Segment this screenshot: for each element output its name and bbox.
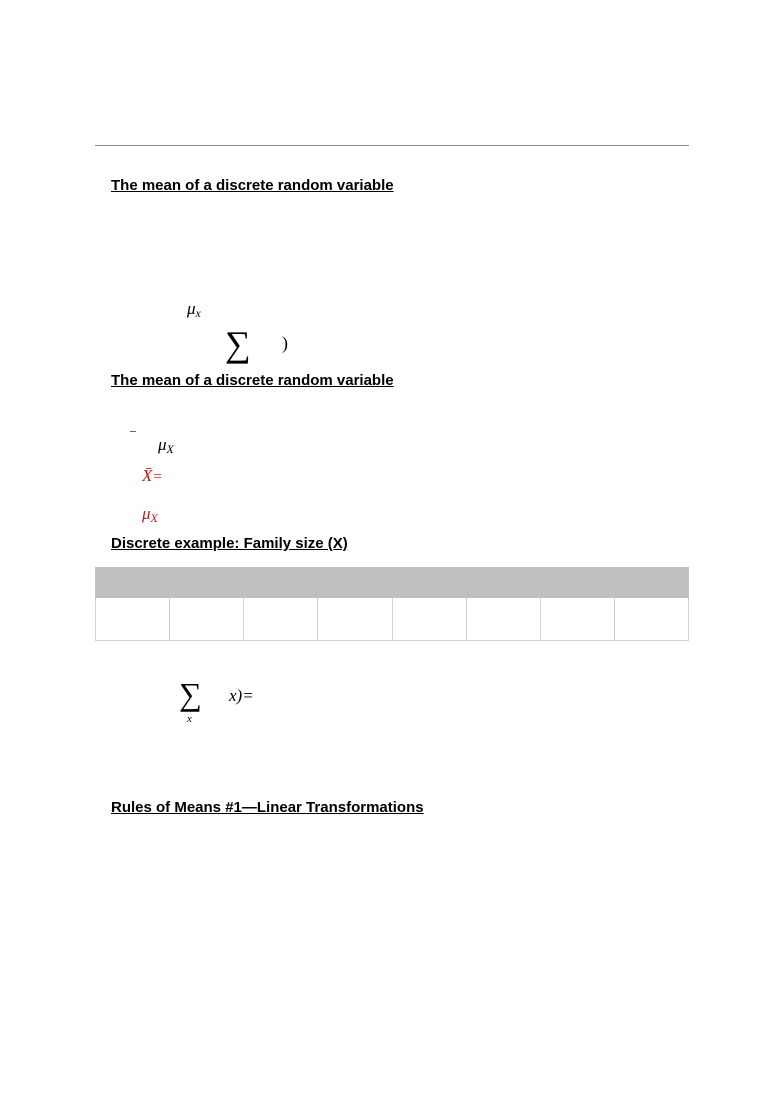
mu-subscript: x (195, 305, 201, 320)
table-header-cell (614, 568, 688, 598)
table-header-cell (466, 568, 540, 598)
table-cell (540, 598, 614, 641)
table-header-cell (170, 568, 244, 598)
table-cell (466, 598, 540, 641)
mu-symbol: μ (187, 299, 196, 318)
table-cell (318, 598, 392, 641)
heading-mean-discrete-2: The mean of a discrete random variable (111, 372, 394, 389)
table-row (96, 598, 689, 641)
mu-subscript: X (150, 510, 158, 525)
horizontal-rule (95, 145, 689, 146)
formula-mu-X-red (142, 504, 158, 526)
formula-xbar (142, 466, 163, 486)
table-cell (170, 598, 244, 641)
table-header-cell (392, 568, 466, 598)
table-cell (96, 598, 170, 641)
table-header-cell (96, 568, 170, 598)
family-size-table (95, 567, 689, 641)
sigma-symbol-2: ∑ (179, 676, 202, 712)
heading-discrete-example: Discrete example: Family size (X) (111, 535, 348, 552)
equals-sign: = (152, 469, 163, 485)
formula-mu-x (187, 299, 201, 321)
close-paren: ) (282, 333, 288, 353)
table-cell (244, 598, 318, 641)
mu-subscript: X (166, 441, 174, 456)
x-paren-equals: x)= (229, 686, 254, 705)
xbar-symbol: X̄ (142, 466, 153, 485)
heading-rules-of-means: Rules of Means #1—Linear Transformations (111, 799, 424, 816)
table-header-row (96, 568, 689, 598)
mu-symbol: μ (158, 435, 167, 454)
table-header-cell (318, 568, 392, 598)
table-header-cell (244, 568, 318, 598)
heading-mean-discrete-1: The mean of a discrete random variable (111, 177, 394, 194)
sigma-symbol: ∑ (225, 324, 251, 364)
sum-subscript: x (187, 713, 192, 725)
table-cell (392, 598, 466, 641)
table-cell (614, 598, 688, 641)
mu-symbol: μ (142, 504, 151, 523)
table-header-cell (540, 568, 614, 598)
formula-mu-X (158, 435, 174, 457)
dash-mark: – (130, 423, 136, 437)
